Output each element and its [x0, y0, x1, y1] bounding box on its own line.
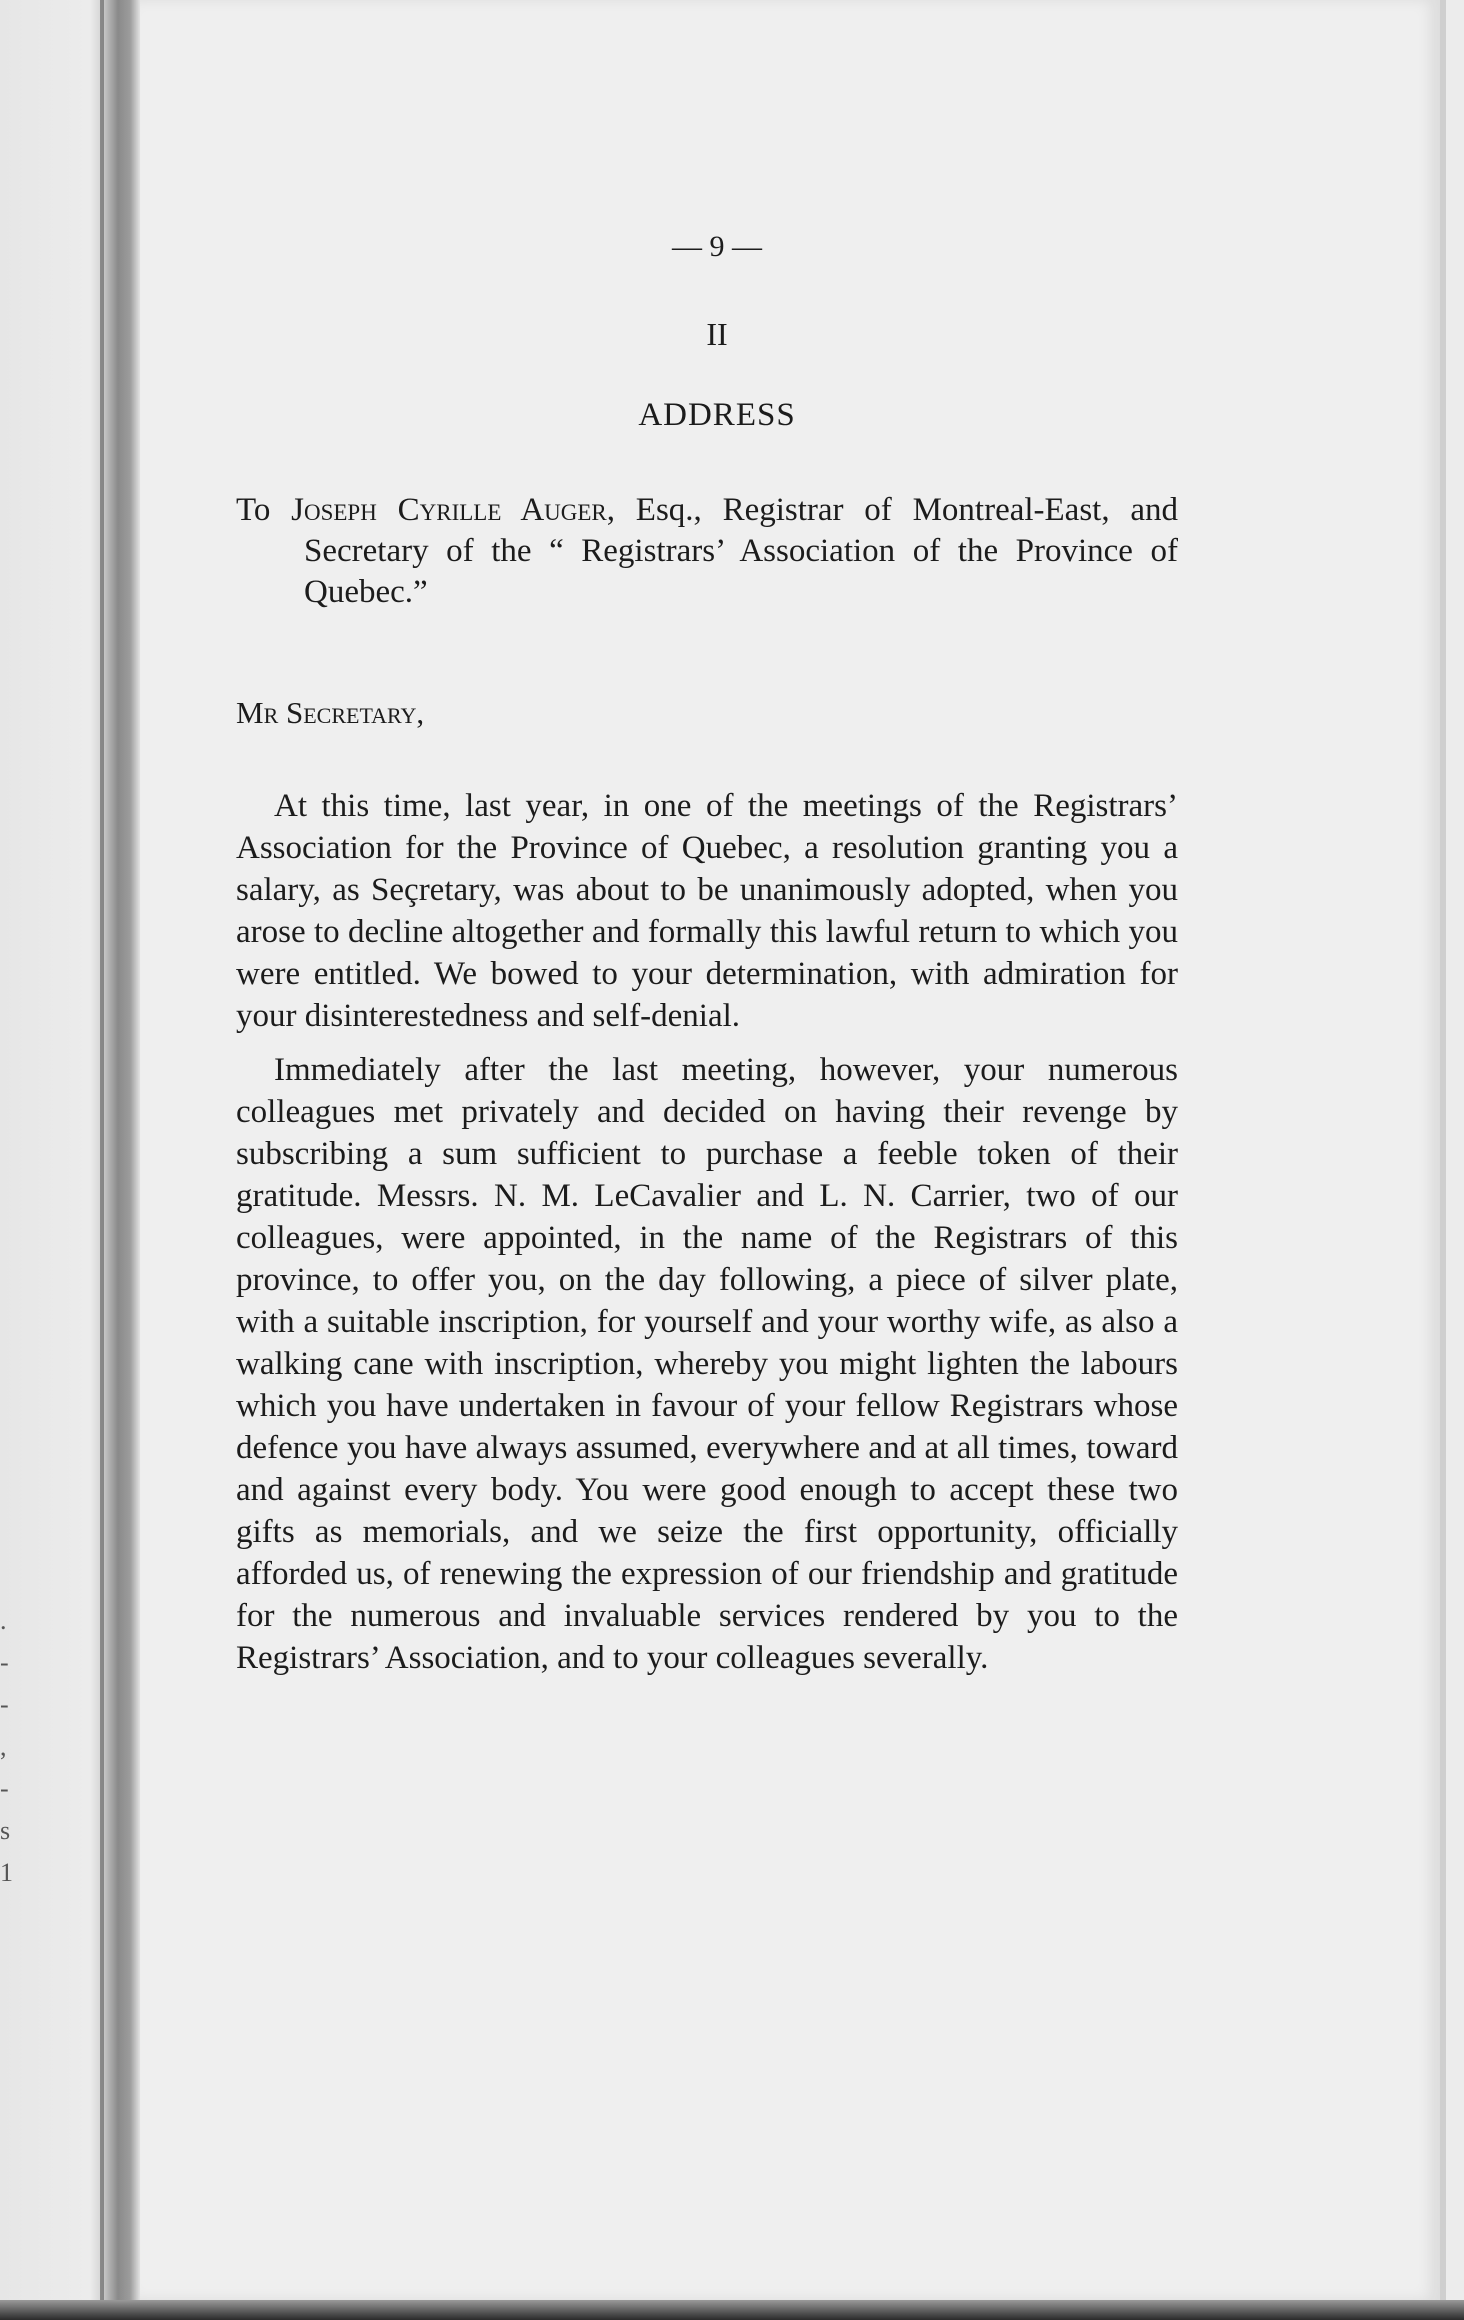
gutter-edge [100, 0, 104, 2320]
addressee-prefix: To [236, 492, 271, 528]
addressee-block [236, 490, 1178, 613]
margin-mark: - [0, 1690, 9, 1719]
margin-mark: 1 [0, 1858, 13, 1887]
page-number: — 9 — [672, 230, 762, 263]
page-text [236, 230, 1178, 1691]
addressee-name: Joseph Cyrille Auger [291, 492, 607, 528]
page-title: ADDRESS [638, 397, 796, 433]
salutation: Mr Secretary, [236, 695, 425, 730]
margin-mark: - [0, 1774, 9, 1803]
margin-mark: , [0, 1732, 7, 1761]
body-paragraph: Immediately after the last meeting, however, your numerous colleagues met privately and decided on having their revenge by subscribing a sum sufficient to purchase a feeble token of their gratitude. Messrs. N. M. LeCavalier and L. N. Carrier, two of our colleagues, were appointed, in the name of the Registrars of this province, to offer you, on the day following, a piece of silver plate, with a suitable inscription, for yourself and your worthy wife, as also a walking cane with inscription, whereby you might lighten the labours which you have undertaken in favour of your fellow Registrars whose defence you have always assumed, everywhere and at all times, toward and against every body. You were good enough to accept these two gifts as memorials, and we seize the first opportunity, officially afforded us, of renewing the expression of our friendship and gratitude for the numerous and invaluable services rendered by you to the Registrars’ Association, and to your colleagues severally. [236, 1052, 1178, 1676]
margin-mark: - [0, 1648, 9, 1677]
section-number: II [706, 316, 728, 352]
addressee-rest: , Esq., Registrar of Montreal-East, and Secretary of the “ Registrars’ Association of the Province of Quebec.” [304, 492, 1179, 610]
margin-mark: s [0, 1816, 11, 1845]
book-gutter [0, 0, 140, 2320]
body-paragraph: At this time, last year, in one of the meetings of the Registrars’ Association for the Province of Quebec, a resolution granting you a salary, as Seçretary, was about to be unanimously adopted, when you arose to decline altogether and formally this lawful return to which you were entitled. We bowed to your determination, with admiration for your disinterestedness and self-denial. [236, 788, 1178, 1034]
facing-page-margin-marks [0, 1600, 12, 1894]
margin-mark: . [0, 1606, 7, 1635]
scan-bottom-edge [0, 2300, 1464, 2320]
